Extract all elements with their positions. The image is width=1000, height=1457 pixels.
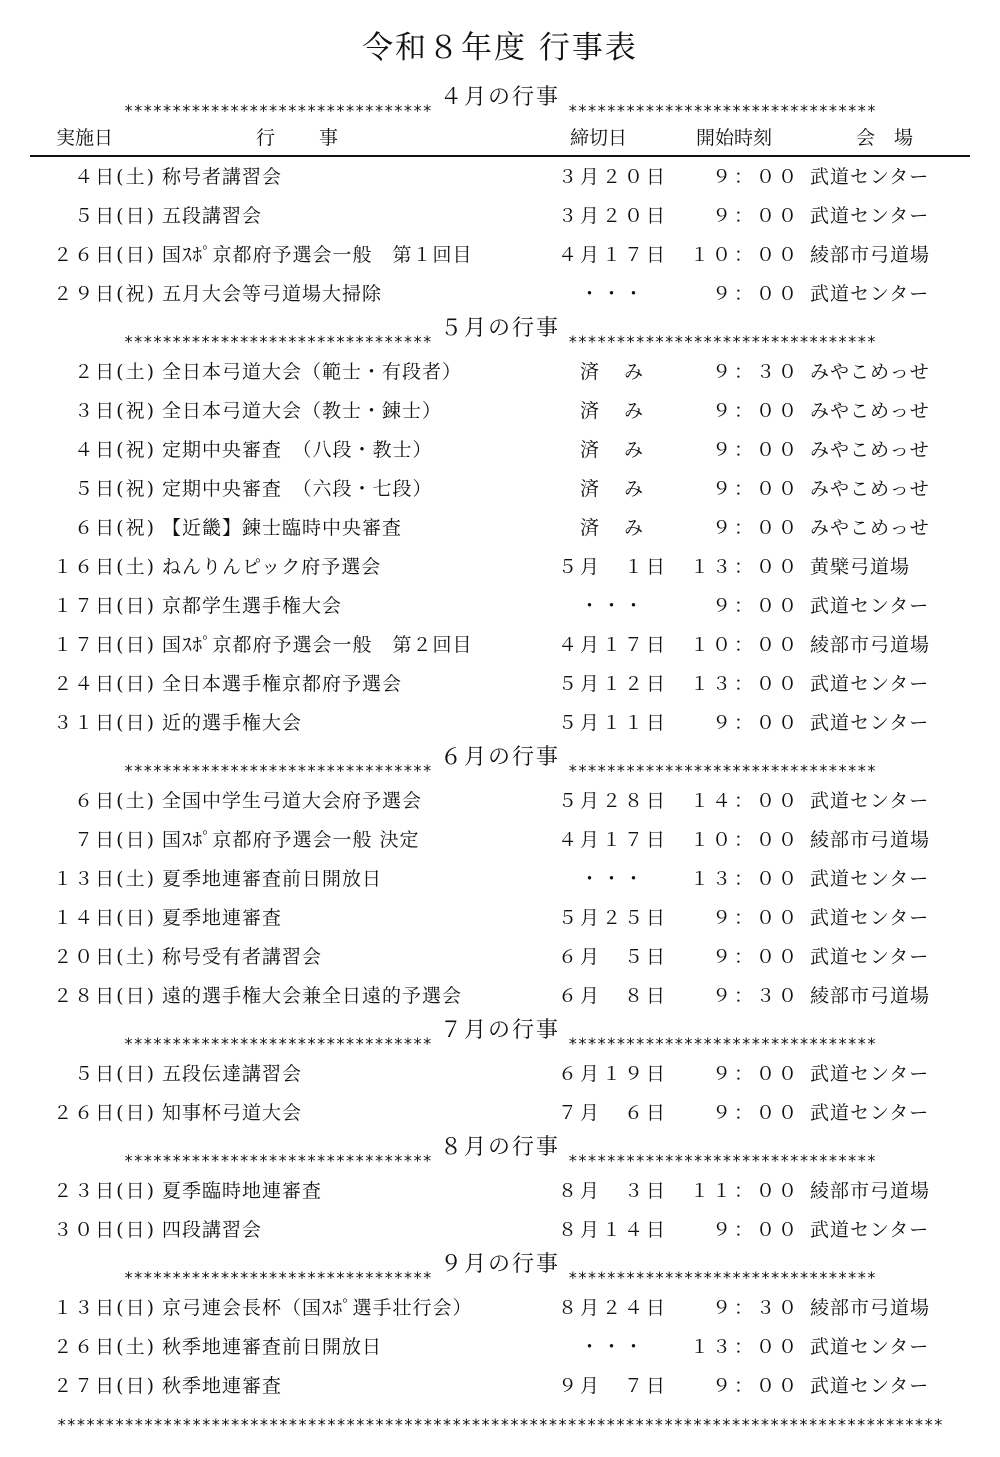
event-name: 秋季地連審査前日開放日 <box>162 1336 383 1358</box>
event-venue: 黄檗弓道場 <box>810 556 911 578</box>
event-venue: 綾部市弓道場 <box>810 634 931 656</box>
table-row <box>0 1286 1000 1325</box>
event-deadline: ６月 ８日 <box>557 985 668 1007</box>
month-label: ４月の行事 <box>439 85 560 110</box>
event-deadline: ８月２４日 <box>557 1297 668 1319</box>
event-start-time: ９：００ <box>711 205 800 227</box>
event-date: ２６日(土) <box>53 1336 156 1358</box>
event-venue: みやこめっせ <box>810 478 930 500</box>
event-deadline: ９月 ７日 <box>557 1375 668 1397</box>
event-start-time: ９：００ <box>711 1102 800 1124</box>
event-date: １３日(土) <box>53 868 156 890</box>
event-start-time: ９：００ <box>711 946 800 968</box>
event-deadline: ・・・ <box>579 868 646 890</box>
separator-stars-right: ******************************** <box>568 101 877 119</box>
table-row <box>0 1364 1000 1403</box>
event-date: ５日(日) <box>74 1063 156 1085</box>
event-name: 遠的選手権大会兼全日遠的予選会 <box>162 985 463 1007</box>
table-row <box>0 623 1000 662</box>
event-deadline: ３月２０日 <box>557 205 668 227</box>
event-start-time: ９：３０ <box>711 985 800 1007</box>
event-start-time: １０：００ <box>689 244 800 266</box>
event-venue: 武道センター <box>810 1063 930 1085</box>
event-start-time: １３：００ <box>689 1336 800 1358</box>
table-row <box>0 350 1000 389</box>
month-label: ６月の行事 <box>439 745 560 770</box>
event-name: 秋季地連審査 <box>162 1375 283 1397</box>
event-start-time: ９：００ <box>711 517 800 539</box>
event-name: 国ｽﾎﾟ京都府予選会一般 第１回目 <box>162 244 473 266</box>
event-start-time: ９：００ <box>711 283 800 305</box>
table-row <box>0 662 1000 701</box>
event-deadline: 済 み <box>579 517 646 539</box>
table-row <box>0 701 1000 740</box>
event-venue: 武道センター <box>810 946 930 968</box>
event-venue: 綾部市弓道場 <box>810 1180 931 1202</box>
month-separator <box>0 1013 1000 1052</box>
separator-stars-right: ******************************** <box>568 1268 877 1286</box>
separator-stars-left: ******************************** <box>123 1151 432 1169</box>
event-name: 定期中央審査 （六段・七段） <box>162 478 433 500</box>
table-row <box>0 194 1000 233</box>
table-row <box>0 896 1000 935</box>
event-start-time: ９：００ <box>711 1375 800 1397</box>
separator-stars-left: ******************************** <box>123 332 432 350</box>
table-row <box>0 974 1000 1013</box>
event-date: ６日(土) <box>74 790 156 812</box>
event-venue: 武道センター <box>810 673 930 695</box>
table-row <box>0 857 1000 896</box>
event-venue: 武道センター <box>810 1219 930 1241</box>
event-date: ７日(日) <box>74 829 156 851</box>
event-name: 夏季臨時地連審査 <box>162 1180 323 1202</box>
event-start-time: １３：００ <box>689 673 800 695</box>
event-deadline: ・・・ <box>579 283 646 305</box>
table-row <box>0 155 1000 194</box>
separator-stars-right: ******************************** <box>568 761 877 779</box>
event-start-time: １０：００ <box>689 634 800 656</box>
event-venue: 綾部市弓道場 <box>810 244 931 266</box>
event-date: １３日(日) <box>53 1297 156 1319</box>
event-name: 【近畿】錬士臨時中央審査 <box>162 517 403 539</box>
event-deadline: ５月２５日 <box>557 907 668 929</box>
event-venue: 武道センター <box>810 1375 930 1397</box>
event-date: ４日(祝) <box>74 439 156 461</box>
event-deadline: ５月 １日 <box>557 556 668 578</box>
event-venue: みやこめっせ <box>810 517 930 539</box>
month-separator <box>0 740 1000 779</box>
event-venue: 武道センター <box>810 907 930 929</box>
event-venue: 武道センター <box>810 205 930 227</box>
separator-stars-right: ******************************** <box>568 332 877 350</box>
event-name: 全日本弓道大会（教士・錬士） <box>162 400 443 422</box>
event-name: 四段講習会 <box>162 1219 263 1241</box>
bottom-stars: ******************************************************************************************** <box>56 1415 944 1434</box>
event-venue: 武道センター <box>810 790 930 812</box>
table-row <box>0 233 1000 272</box>
event-start-time: ９：００ <box>711 712 800 734</box>
month-label: ８月の行事 <box>439 1135 560 1160</box>
table-row <box>0 1091 1000 1130</box>
event-name: 夏季地連審査前日開放日 <box>162 868 383 890</box>
event-start-time: ９：００ <box>711 478 800 500</box>
header-event: 行 事 <box>256 127 341 149</box>
event-date: ６日(祝) <box>74 517 156 539</box>
event-name: 五段講習会 <box>162 205 263 227</box>
event-start-time: １０：００ <box>689 829 800 851</box>
event-venue: みやこめっせ <box>810 400 930 422</box>
event-date: ２４日(日) <box>53 673 156 695</box>
event-date: ２日(土) <box>74 361 156 383</box>
event-name: 五月大会等弓道場大掃除 <box>162 283 383 305</box>
table-row <box>0 1052 1000 1091</box>
event-deadline: ６月 ５日 <box>557 946 668 968</box>
event-start-time: ９：００ <box>711 439 800 461</box>
event-start-time: ９：００ <box>711 166 800 188</box>
event-date: ２９日(祝) <box>53 283 156 305</box>
event-name: 京都学生選手権大会 <box>162 595 343 617</box>
table-row <box>0 584 1000 623</box>
event-deadline: ５月１１日 <box>557 712 668 734</box>
event-start-time: １１：００ <box>689 1180 800 1202</box>
event-start-time: ９：３０ <box>711 1297 800 1319</box>
table-row <box>0 428 1000 467</box>
table-header <box>30 119 970 157</box>
table-row <box>0 1169 1000 1208</box>
table-row <box>0 545 1000 584</box>
event-venue: みやこめっせ <box>810 361 930 383</box>
event-start-time: ９：００ <box>711 400 800 422</box>
schedule-table <box>0 155 1000 1437</box>
month-separator <box>0 1247 1000 1286</box>
header-date: 実施日 <box>56 127 114 149</box>
event-name: ねんりんピック府予選会 <box>162 556 382 578</box>
month-separator <box>0 80 1000 119</box>
table-row <box>0 779 1000 818</box>
table-row <box>0 467 1000 506</box>
month-separator <box>0 1130 1000 1169</box>
separator-stars-left: ******************************** <box>123 761 432 779</box>
event-name: 称号受有者講習会 <box>162 946 323 968</box>
event-venue: 武道センター <box>810 868 930 890</box>
page-title: 令和８年度 行事表 <box>362 30 638 66</box>
event-date: ２６日(日) <box>53 244 156 266</box>
event-date: ２６日(日) <box>53 1102 156 1124</box>
event-deadline: 済 み <box>579 400 646 422</box>
header-venue: 会 場 <box>856 127 914 149</box>
event-name: 称号者講習会 <box>162 166 283 188</box>
event-date: １４日(日) <box>53 907 156 929</box>
event-deadline: ・・・ <box>579 595 646 617</box>
event-name: 全国中学生弓道大会府予選会 <box>162 790 423 812</box>
event-name: 定期中央審査 （八段・教士） <box>162 439 433 461</box>
separator-stars-right: ******************************** <box>568 1034 877 1052</box>
event-deadline: 済 み <box>579 478 646 500</box>
table-row <box>0 1208 1000 1247</box>
event-deadline: ・・・ <box>579 1336 646 1358</box>
event-name: 知事杯弓道大会 <box>162 1102 303 1124</box>
event-date: ２３日(日) <box>53 1180 156 1202</box>
event-name: 全日本弓道大会（範士・有段者） <box>162 361 463 383</box>
event-deadline: ８月 ３日 <box>557 1180 668 1202</box>
event-start-time: ９：００ <box>711 1219 800 1241</box>
event-date: ３日(祝) <box>74 400 156 422</box>
header-deadline: 締切日 <box>570 127 628 149</box>
event-date: ２８日(日) <box>53 985 156 1007</box>
separator-stars-left: ******************************** <box>123 101 432 119</box>
event-venue: 武道センター <box>810 1336 930 1358</box>
event-name: 国ｽﾎﾟ京都府予選会一般 第２回目 <box>162 634 473 656</box>
header-start-time: 開始時刻 <box>696 127 773 149</box>
event-date: ５日(祝) <box>74 478 156 500</box>
table-row <box>0 506 1000 545</box>
event-name: 五段伝達講習会 <box>162 1063 303 1085</box>
event-venue: 綾部市弓道場 <box>810 985 931 1007</box>
event-start-time: １３：００ <box>689 868 800 890</box>
separator-stars-left: ******************************** <box>123 1034 432 1052</box>
event-date: ２７日(日) <box>53 1375 156 1397</box>
month-label: ７月の行事 <box>439 1018 560 1043</box>
table-row <box>0 272 1000 311</box>
event-start-time: ９：００ <box>711 1063 800 1085</box>
event-deadline: ５月２８日 <box>557 790 668 812</box>
event-deadline: ６月１９日 <box>557 1063 668 1085</box>
event-venue: みやこめっせ <box>810 439 930 461</box>
event-deadline: 済 み <box>579 439 646 461</box>
event-deadline: ４月１７日 <box>557 634 668 656</box>
event-start-time: ９：００ <box>711 907 800 929</box>
event-name: 全日本選手権京都府予選会 <box>162 673 403 695</box>
event-venue: 綾部市弓道場 <box>810 1297 931 1319</box>
table-row <box>0 1325 1000 1364</box>
event-date: ３１日(日) <box>53 712 156 734</box>
table-row <box>0 935 1000 974</box>
event-date: ２０日(土) <box>53 946 156 968</box>
event-date: ５日(日) <box>74 205 156 227</box>
event-name: 近的選手権大会 <box>162 712 303 734</box>
event-date: １７日(日) <box>53 634 156 656</box>
event-start-time: ９：３０ <box>711 361 800 383</box>
event-date: １７日(日) <box>53 595 156 617</box>
separator-stars-right: ******************************** <box>568 1151 877 1169</box>
table-row <box>0 389 1000 428</box>
month-label: ５月の行事 <box>439 316 560 341</box>
event-deadline: ３月２０日 <box>557 166 668 188</box>
month-label: ９月の行事 <box>439 1252 560 1277</box>
event-deadline: ４月１７日 <box>557 829 668 851</box>
event-name: 京弓連会長杯（国ｽﾎﾟ選手壮行会） <box>162 1297 473 1319</box>
event-deadline: ８月１４日 <box>557 1219 668 1241</box>
event-venue: 武道センター <box>810 1102 930 1124</box>
month-separator <box>0 311 1000 350</box>
event-name: 夏季地連審査 <box>162 907 283 929</box>
event-venue: 武道センター <box>810 712 930 734</box>
event-date: １６日(土) <box>53 556 156 578</box>
table-row <box>0 818 1000 857</box>
event-start-time: １３：００ <box>689 556 800 578</box>
event-deadline: ７月 ６日 <box>557 1102 668 1124</box>
separator-stars-left: ******************************** <box>123 1268 432 1286</box>
bottom-separator <box>0 1403 1000 1437</box>
event-venue: 武道センター <box>810 283 930 305</box>
event-start-time: ９：００ <box>711 595 800 617</box>
event-start-time: １４：００ <box>689 790 800 812</box>
event-date: ４日(土) <box>74 166 156 188</box>
event-deadline: ４月１７日 <box>557 244 668 266</box>
event-name: 国ｽﾎﾟ京都府予選会一般 決定 <box>162 829 420 851</box>
event-venue: 武道センター <box>810 166 930 188</box>
event-deadline: 済 み <box>579 361 646 383</box>
event-venue: 綾部市弓道場 <box>810 829 931 851</box>
event-venue: 武道センター <box>810 595 930 617</box>
event-deadline: ５月１２日 <box>557 673 668 695</box>
event-date: ３０日(日) <box>53 1219 156 1241</box>
